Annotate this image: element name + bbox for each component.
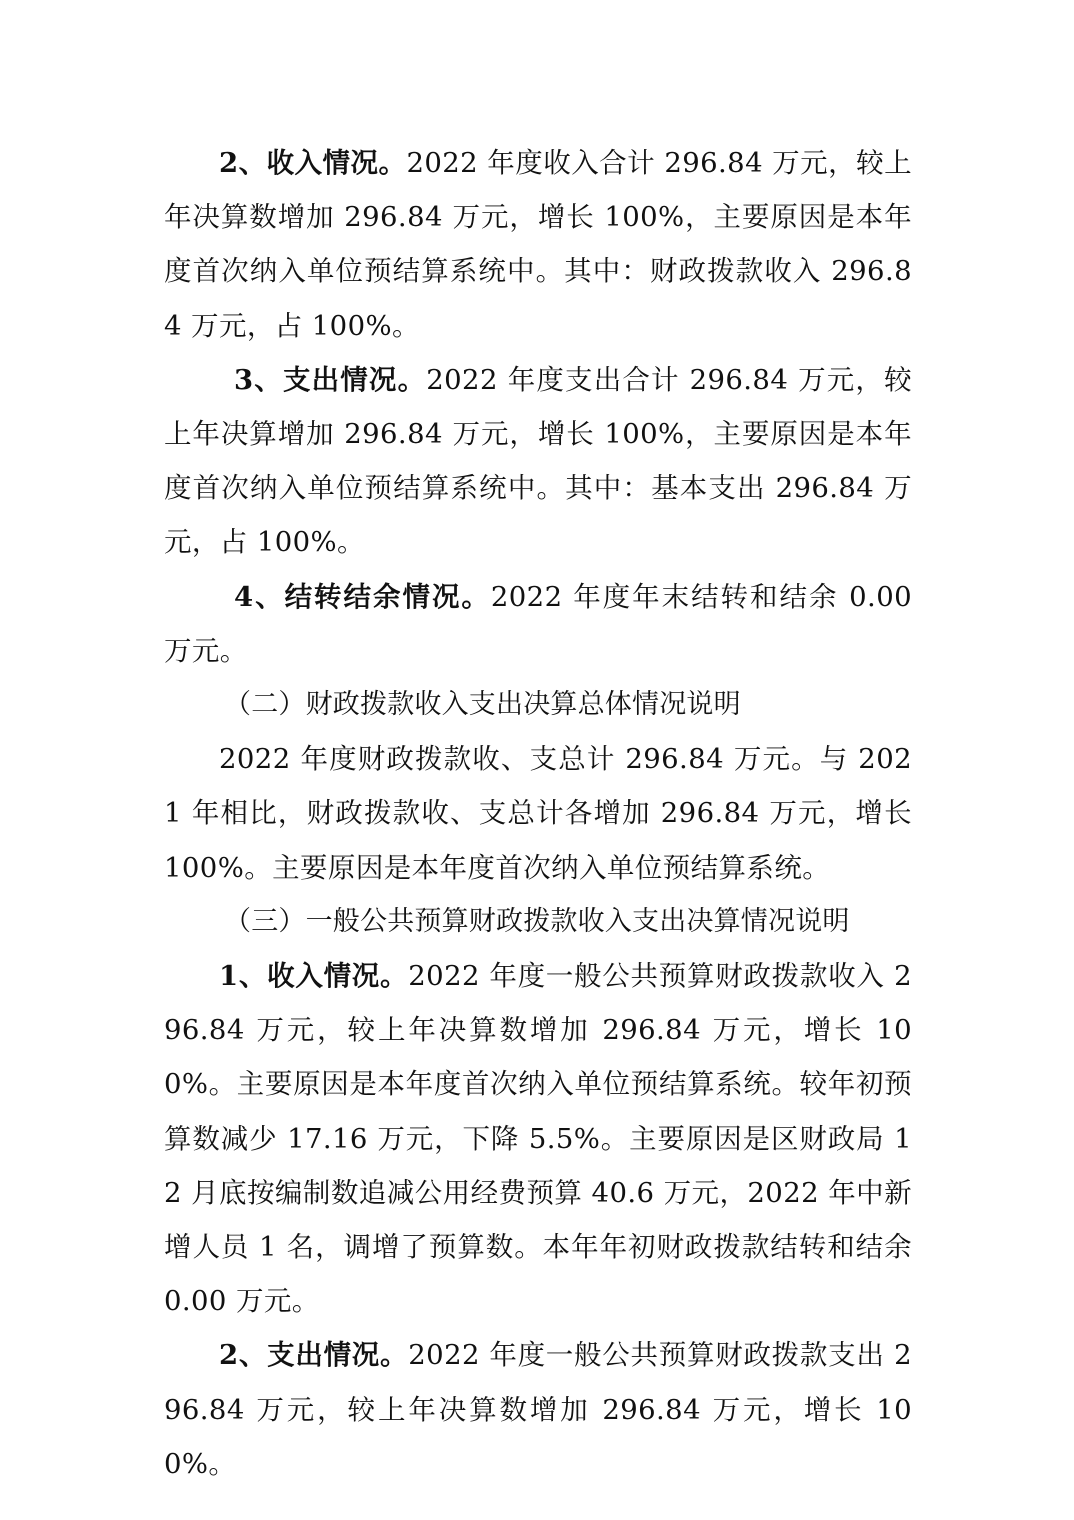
section-heading-text: （二）财政拨款收入支出决算总体情况说明: [224, 689, 741, 721]
paragraph-heading: 1、收入情况。: [219, 960, 409, 993]
paragraph-text: 2022 年度一般公共预算财政拨款收入 296.84 万元，较上年决算数增加 296.84 万元，增长 100%。主要原因是本年度首次纳入单位预结算系统。较年初预算数减少 17.16 万元，下降 5.5%。主要原因是区财政局 12 月底按编制数追减公用经费预算 40.6 万元，2022 年中新增人员 1 名，调增了预算数。本年年初财政拨款结转和结余 0.00 万元。: [164, 960, 912, 1318]
paragraph-text: 2022 年度支出合计 296.84 万元，较上年决算增加 296.84 万元，增长 100%，主要原因是本年度首次纳入单位预结算系统中。其中：基本支出 296.84 万元，占 100%。: [164, 363, 912, 559]
paragraph-heading: 4、结转结余情况。: [234, 580, 491, 613]
paragraph-text: 2022 年度年末结转和结余 0.00 万元。: [164, 580, 912, 667]
section-heading-3: [164, 895, 912, 949]
paragraph-text: 2022 年度一般公共预算财政拨款支出 296.84 万元，较上年决算数增加 296.84 万元，增长 100%。: [164, 1339, 912, 1480]
paragraph-text: 2022 年度收入合计 296.84 万元，较上年决算数增加 296.84 万元，增长 100%，主要原因是本年度首次纳入单位预结算系统中。其中：财政拨款收入 296.84 万元，占 100%。: [164, 147, 912, 342]
paragraph-general-expenditure: [164, 1328, 912, 1491]
section-heading-2: [164, 678, 912, 732]
paragraph-heading: 2、收入情况。: [219, 147, 407, 179]
paragraph-expenditure: [164, 353, 912, 570]
paragraph-fiscal-summary: [164, 732, 912, 895]
paragraph-income: [164, 136, 912, 353]
paragraph-heading: 2、支出情况。: [219, 1339, 409, 1372]
section-heading-text: （三）一般公共预算财政拨款收入支出决算情况说明: [224, 905, 850, 937]
paragraph-heading: 3、支出情况。: [234, 363, 427, 396]
paragraph-carryover: [164, 570, 912, 678]
paragraph-general-income: [164, 949, 912, 1328]
document-body: [164, 136, 912, 1491]
paragraph-text: 2022 年度财政拨款收、支总计 296.84 万元。与 2021 年相比，财政拨款收、支总计各增加 296.84 万元，增长 100%。主要原因是本年度首次纳入单位预结算系统。: [164, 743, 912, 884]
